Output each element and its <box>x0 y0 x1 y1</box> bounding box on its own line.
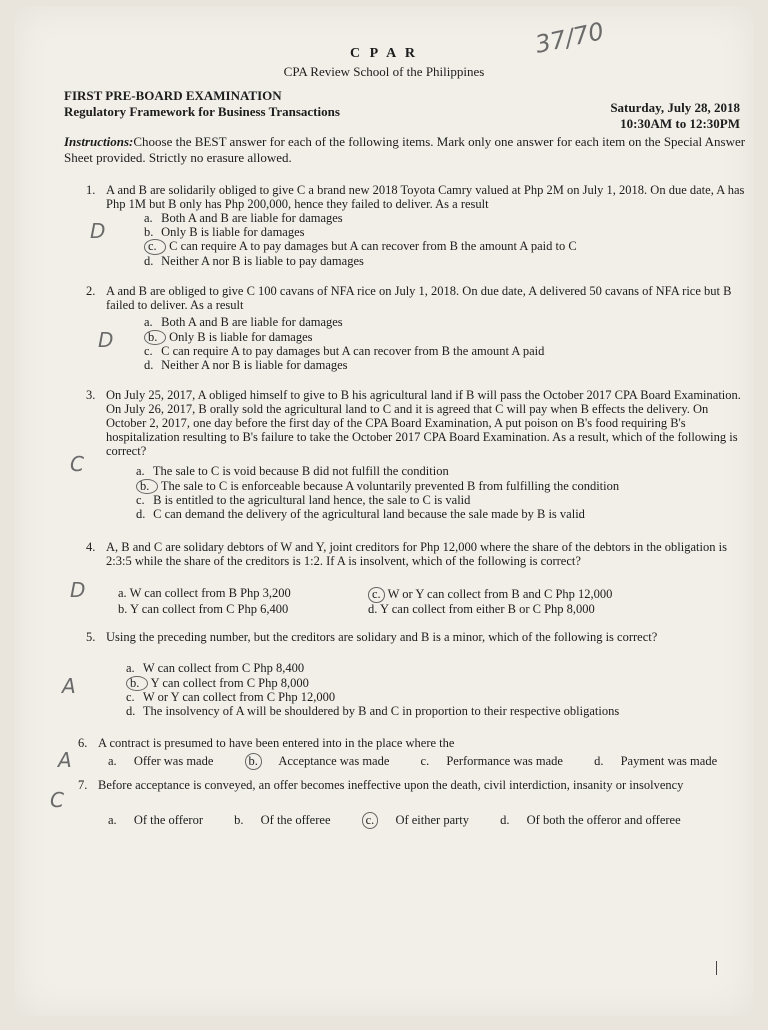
hand-answer-q3: C <box>70 452 84 476</box>
org-short-title: C P A R <box>349 46 419 61</box>
option-d: d. Payment was made <box>594 754 718 768</box>
option-d: d. Neither A nor B is liable to pay damages <box>144 253 364 268</box>
hand-answer-q5: A <box>62 674 76 698</box>
question-7-options <box>108 812 748 829</box>
instructions-label: Instructions: <box>64 134 134 149</box>
option-b: b. Y can collect from C Php 8,000 <box>86 676 746 692</box>
option-c: c. Of either party <box>362 813 483 827</box>
question-1-options <box>104 212 744 268</box>
scan-mark <box>716 961 717 975</box>
option-a: a. Both A and B are liable for damages <box>144 211 343 225</box>
instructions-text: Choose the BEST answer for each of the following items. Mark only one answer for each item on the Special Answer Sheet provided. Strictly no erasure allowed. <box>64 134 746 165</box>
option-c: c. W or Y can collect from B and C Php 12,000 <box>368 587 678 603</box>
question-5 <box>86 630 746 644</box>
option-a: a. Offer was made <box>108 754 214 768</box>
option-b: b. The sale to C is enforceable because A voluntarily prevented B from fulfilling the condition <box>96 479 744 495</box>
hand-answer-q2: D <box>98 328 114 352</box>
org-full-title: CPA Review School of the Philippines <box>283 64 485 79</box>
question-stem: A and B are solidarily obliged to give C a brand new 2018 Toyota Camry valued at Php 2M on July 1, 2018. On due date, A has Php 1M but B only has Php 200,000, hence they failed to deliver. As a result <box>106 183 745 211</box>
question-stem: A and B are obliged to give C 100 cavans of NFA rice on July 1, 2018. On due date, A delivered 50 cavans of NFA rice but B failed to deliver. As a result <box>106 284 732 312</box>
option-d: d. Of both the offeror and offeree <box>500 813 681 827</box>
question-2-options <box>104 316 744 372</box>
question-number: 5. <box>86 630 96 644</box>
question-stem: Before acceptance is conveyed, an offer becomes ineffective upon the death, civil interdiction, insanity or insolvency <box>98 778 684 792</box>
option-c: c. B is entitled to the agricultural land hence, the sale to C is valid <box>136 493 471 507</box>
question-stem: Using the preceding number, but the creditors are solidary and B is a minor, which of the following is correct? <box>106 630 658 644</box>
question-stem: On July 25, 2017, A obliged himself to give to B his agricultural land if B will pass the October 2017 CPA Board Examination. On July 26, 2017, B orally sold the agricultural land to C and it is agreed that C will pay when B effects the delivery. On October 2, 2017, one day before the first day of the CPA Board Examination, A put poison on B's food requiring B's hospitalization resulting to B's failure to take the October 2017 CPA Board Examination. As a result, which of the following is correct? <box>106 388 741 458</box>
question-3-options <box>96 465 744 521</box>
option-c: c. Performance was made <box>420 754 563 768</box>
question-3 <box>86 388 746 458</box>
question-number: 2. <box>86 284 96 298</box>
hand-answer-q1: D <box>90 219 106 243</box>
instructions <box>64 134 754 166</box>
option-b: b. Y can collect from C Php 6,400 <box>118 601 289 616</box>
option-b: b. Of the offeree <box>234 813 331 827</box>
exam-time: 10:30AM to 12:30PM <box>620 116 740 131</box>
option-a: a. W can collect from B Php 3,200 <box>118 586 291 600</box>
question-5-options <box>86 662 746 718</box>
option-a: a. The sale to C is void because B did not fulfill the condition <box>136 464 449 478</box>
exam-page <box>14 6 754 1016</box>
question-number: 7. <box>78 778 88 792</box>
hand-answer-q6: A <box>58 748 72 772</box>
option-a: a. Of the offeror <box>108 813 203 827</box>
question-6-options <box>108 753 748 770</box>
question-4-options <box>78 587 678 616</box>
handwritten-score: 37/70 <box>532 17 607 59</box>
question-6 <box>78 736 746 750</box>
option-c: c. C can require A to pay damages but A can recover from B the amount A paid to C <box>104 239 744 255</box>
option-b: b. Acceptance was made <box>245 754 404 768</box>
question-1 <box>86 183 746 211</box>
option-b: b. Only B is liable for damages <box>104 330 744 346</box>
exam-date: Saturday, July 28, 2018 <box>610 100 740 115</box>
question-4 <box>86 540 746 568</box>
question-number: 4. <box>86 540 96 554</box>
option-c: c. C can require A to pay damages but A can recover from B the amount A paid <box>144 344 545 358</box>
hand-answer-q7: C <box>50 788 64 812</box>
option-a: a. Both A and B are liable for damages <box>144 315 343 329</box>
question-stem: A, B and C are solidary debtors of W and Y, joint creditors for Php 12,000 where the share of the debtors in the obligation is 2:3:5 while the share of the creditors is 1:2. If A is insolvent, which of the following is correct? <box>106 540 727 568</box>
question-number: 1. <box>86 183 96 197</box>
question-7 <box>78 778 746 792</box>
option-d: d. Neither A nor B is liable for damages <box>144 357 348 372</box>
option-d: d. C can demand the delivery of the agricultural land because the sale made by B is valid <box>136 506 585 521</box>
question-number: 3. <box>86 388 96 402</box>
option-c: c. W or Y can collect from C Php 12,000 <box>126 690 336 704</box>
question-number: 6. <box>78 736 88 750</box>
hand-answer-q4: D <box>70 578 86 602</box>
exam-title: FIRST PRE-BOARD EXAMINATION <box>64 88 282 103</box>
option-d: d. The insolvency of A will be shouldered by B and C in proportion to their respective obligations <box>126 703 620 718</box>
option-b: b. Only B is liable for damages <box>144 224 305 239</box>
exam-subject: Regulatory Framework for Business Transactions <box>64 104 340 119</box>
option-a: a. W can collect from C Php 8,400 <box>126 661 305 675</box>
question-2 <box>86 284 746 312</box>
question-stem: A contract is presumed to have been entered into in the place where the <box>98 736 455 750</box>
option-d: d. Y can collect from either B or C Php 8,000 <box>368 601 595 616</box>
